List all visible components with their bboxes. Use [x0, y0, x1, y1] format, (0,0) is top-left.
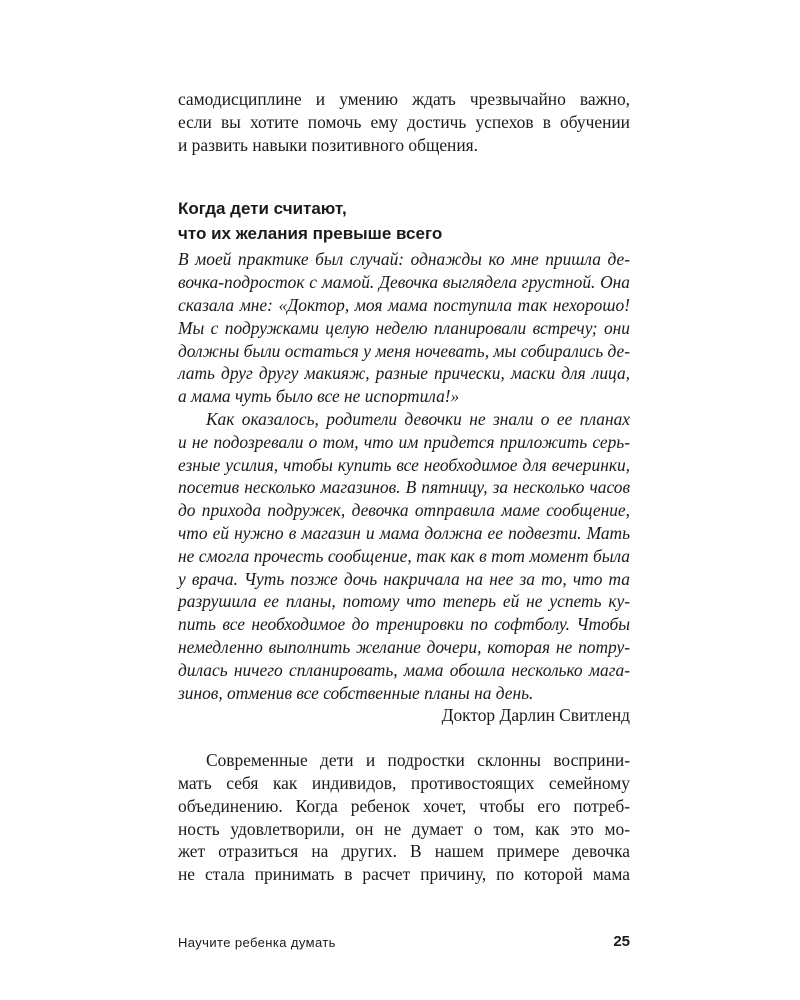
quote-line: что ей нужно в магазин и мама должна ее подвезти. Мать [178, 522, 630, 543]
quote-line: сказала мне: «Доктор, моя мама поступила так нехорошо! [178, 294, 630, 315]
page-content [178, 88, 630, 886]
heading-line: что их желания превыше всего [178, 224, 443, 244]
quote-line: у врача. Чуть позже дочь накричала на нее за то, что та [178, 568, 630, 589]
quote-line: Как оказалось, родители девочки не знали о ее планах [206, 408, 630, 429]
text-line: мать себя как индивидов, противостоящих семейному [178, 772, 630, 793]
quote-line: до прихода подружек, девочка отправила маме сообщение, [178, 500, 630, 521]
heading-line: Когда дети считают, [178, 199, 347, 219]
quote-signature: Доктор Дарлин Свитленд [441, 705, 630, 726]
quote-line: дилась ничего спланировать, мама обошла несколько мага- [178, 659, 630, 680]
quote-line: разрушила ее планы, потому что теперь ей не успеть ку- [178, 591, 630, 612]
text-line: самодисциплине и умению ждать чрезвычайно важно, [178, 89, 630, 109]
quote-line: а мама чуть было все не испортила!» [178, 386, 460, 407]
text-line: если вы хотите помочь ему достичь успехов в обучении [178, 111, 630, 132]
text-line: ность удовлетворили, он не думает о том, как это мо- [178, 818, 630, 839]
text-line: Современные дети и подростки склонны восприни- [206, 750, 630, 771]
case-quote [178, 248, 630, 727]
page-number: 25 [613, 933, 630, 950]
quote-line: лать друг другу макияж, разные прически, маски для лица, [178, 363, 630, 384]
quote-line: немедленно выполнить желание дочери, которая не потру- [178, 636, 630, 657]
quote-line: посетив несколько магазинов. В пятницу, за несколько часов [178, 477, 630, 498]
text-line: не стала принимать в расчет причину, по которой мама [178, 864, 630, 885]
text-line: объединению. Когда ребенок хочет, чтобы его потреб- [178, 795, 630, 816]
quote-line: езные усилия, чтобы купить все необходимое для вечеринки, [178, 454, 630, 475]
quote-line: пить все необходимое до тренировки по софтболу. Чтобы [178, 614, 630, 635]
quote-line: зинов, отменив все собственные планы на день. [178, 682, 534, 703]
quote-line: и не подозревали о том, что им придется приложить серь- [178, 431, 630, 452]
running-title: Научите ребенка думать [178, 935, 336, 950]
quote-line: не смогла прочесть сообщение, так как в тот момент была [178, 545, 630, 566]
intro-paragraph [178, 88, 630, 156]
text-line: и развить навыки позитивного общения. [178, 134, 479, 155]
quote-line: вочка-подросток с мамой. Девочка выглядела грустной. Она [178, 272, 630, 293]
quote-line: В моей практике был случай: однажды ко мне пришла де- [178, 249, 630, 270]
text-line: жет отразиться на других. В нашем примере девочка [178, 841, 630, 862]
quote-line: Мы с подружками целую неделю планировали встречу; они [178, 317, 630, 338]
section-heading [178, 196, 630, 246]
quote-line: должны были остаться у меня ночевать, мы собирались де- [178, 340, 630, 361]
body-paragraph [178, 749, 630, 886]
